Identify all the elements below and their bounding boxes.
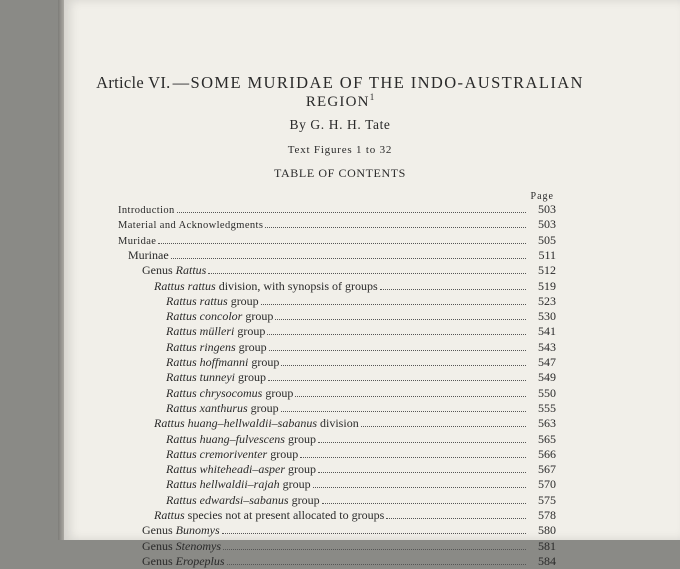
- toc-entry-suffix: group: [235, 339, 267, 354]
- article-title-line1: [0, 73, 680, 93]
- toc-entry-prefix: Genus: [142, 538, 176, 553]
- toc-entry-label: [142, 263, 206, 278]
- toc-entry-label: [166, 462, 316, 477]
- toc-entry: [118, 233, 556, 248]
- toc-leader-dots: [275, 309, 526, 320]
- toc-entry-text: Material and Acknowledgments: [118, 220, 264, 232]
- toc-entry: [118, 217, 556, 232]
- toc-leader-dots: [171, 248, 526, 259]
- toc-entry-taxon: Rattus: [154, 508, 185, 522]
- toc-page-number: 503: [538, 217, 556, 232]
- toc-page-number: 547: [538, 355, 556, 369]
- toc-entry: [166, 340, 556, 355]
- article-title-region: REGION: [305, 94, 370, 110]
- toc-page-number: 550: [538, 385, 556, 400]
- toc-entry-taxon: Bunomys: [175, 523, 220, 538]
- toc-entry: [142, 263, 556, 278]
- toc-leader-dots: [386, 508, 526, 519]
- toc-entry: [166, 309, 556, 324]
- toc-entry: [166, 294, 556, 309]
- toc-entry-label: [118, 234, 156, 249]
- toc-page-number: 578: [538, 508, 556, 522]
- toc-leader-dots: [318, 462, 526, 473]
- toc-leader-dots: [222, 523, 526, 534]
- toc-entry-taxon: Rattus xanthurus: [166, 400, 248, 415]
- toc-leader-dots: [281, 401, 526, 412]
- toc-page-number: 563: [538, 416, 556, 431]
- toc-leader-dots: [295, 386, 526, 397]
- toc-page-number: 505: [538, 232, 556, 247]
- toc-entry-text: Muridae: [118, 235, 157, 247]
- toc-leader-dots: [177, 202, 526, 213]
- toc-entry-taxon: Rattus huang–fulvescens: [166, 431, 285, 446]
- toc-entry-taxon: Rattus: [175, 263, 207, 278]
- toc-entry-suffix: group: [284, 431, 316, 446]
- toc-leader-dots: [380, 279, 526, 290]
- toc-leader-dots: [361, 416, 526, 427]
- author-line: [0, 117, 680, 133]
- toc-entry-suffix: group: [235, 370, 266, 385]
- toc-entry-taxon: Rattus whiteheadi–asper: [166, 462, 285, 477]
- toc-entry: [166, 477, 556, 492]
- toc-page-number: 541: [538, 324, 556, 339]
- toc-entry-label: [166, 370, 266, 385]
- toc-entry-label: [142, 523, 220, 538]
- toc-entry-suffix: group: [248, 355, 280, 369]
- toc-entry: [142, 554, 556, 569]
- toc-entry-prefix: Genus: [142, 523, 176, 538]
- toc-entry: [154, 279, 556, 294]
- toc-entry-label: [154, 416, 359, 431]
- toc-leader-dots: [265, 217, 526, 228]
- toc-entry-suffix: group: [227, 293, 259, 308]
- toc-entry: [142, 539, 556, 554]
- toc-entry: [166, 324, 556, 339]
- toc-page-number: 555: [538, 400, 556, 415]
- toc-entry-text: Murinae: [128, 247, 169, 262]
- article-title-text: —SOME MURIDAE OF THE INDO-AUSTRALIAN: [172, 73, 584, 92]
- toc-page-number: 543: [538, 339, 556, 354]
- toc-entry-label: [154, 279, 378, 294]
- toc-page-number: 549: [538, 370, 556, 385]
- toc-page-number: 530: [538, 309, 556, 324]
- toc-entry-taxon: Rattus edwardsi–sabanus: [166, 492, 289, 507]
- toc-entry-taxon: Rattus rattus: [154, 278, 216, 293]
- toc-entry-suffix: division, with synopsis of groups: [215, 278, 378, 293]
- toc-entry-prefix: Genus: [142, 553, 176, 568]
- toc-entry: [154, 416, 556, 431]
- author-name: G. H. H. Tate: [310, 117, 391, 132]
- toc-entry-label: [166, 386, 293, 401]
- toc-leader-dots: [208, 263, 526, 274]
- toc-entry-suffix: group: [234, 324, 266, 339]
- toc-page-number: 575: [538, 492, 556, 507]
- toc-entry: [128, 248, 556, 263]
- toc-entry-taxon: Rattus chrysocomus: [166, 385, 263, 400]
- toc-page-number: 566: [538, 446, 556, 461]
- toc-entry-label: [166, 340, 267, 355]
- toc-entry-suffix: group: [267, 446, 299, 461]
- toc-entry-suffix: group: [288, 492, 320, 507]
- toc-entry-suffix: division: [317, 416, 359, 431]
- toc-page-number: 570: [538, 477, 556, 492]
- toc-entry: [154, 508, 556, 523]
- toc-page-number: 567: [538, 462, 556, 477]
- toc-entry-label: [166, 447, 298, 462]
- article-number: Article VI.: [96, 73, 171, 92]
- toc-entry-taxon: Rattus huang–hellwaldii–sabanus: [154, 416, 318, 431]
- toc-entry-taxon: Rattus mülleri: [166, 324, 235, 339]
- author-prefix: By: [289, 117, 307, 132]
- toc-entry: [142, 523, 556, 538]
- toc-entry: [166, 370, 556, 385]
- toc-page-number: 523: [538, 293, 556, 308]
- toc-entry-label: [118, 203, 175, 218]
- toc-entry: [166, 493, 556, 508]
- toc-leader-dots: [227, 554, 526, 565]
- toc-entry-label: [142, 539, 221, 554]
- toc-entry-label: [166, 355, 279, 370]
- toc-leader-dots: [281, 355, 526, 366]
- toc-entry-suffix: group: [247, 400, 279, 415]
- toc-leader-dots: [261, 294, 526, 305]
- toc-entry-taxon: Rattus concolor: [166, 309, 243, 324]
- toc-page-number: 565: [538, 431, 556, 446]
- article-title-line2: [0, 92, 680, 111]
- toc-entry-label: [118, 218, 263, 233]
- toc-entry: [166, 355, 556, 370]
- toc-entry-suffix: group: [285, 462, 316, 477]
- toc-leader-dots: [300, 447, 526, 458]
- toc-page-number: 512: [538, 263, 556, 278]
- toc-page-number: 511: [538, 247, 556, 262]
- toc-leader-dots: [158, 233, 526, 244]
- toc-page-number: 503: [538, 202, 556, 216]
- toc-leader-dots: [269, 340, 526, 351]
- footnote-mark: 1: [369, 92, 375, 102]
- toc-entry: [166, 462, 556, 477]
- toc-page-number: 519: [538, 278, 556, 293]
- toc-entry-suffix: group: [279, 477, 311, 492]
- toc-entry: [166, 447, 556, 462]
- toc-entry-label: [128, 248, 169, 263]
- toc-entry-taxon: Rattus rattus: [166, 293, 228, 308]
- toc-leader-dots: [267, 324, 526, 335]
- toc-leader-dots: [322, 493, 526, 504]
- toc-entry: [118, 202, 556, 217]
- toc-entry-suffix: group: [242, 309, 274, 324]
- toc-entry: [166, 386, 556, 401]
- toc-leader-dots: [318, 432, 526, 443]
- toc-entry-label: [166, 294, 259, 309]
- toc-entry-label: [166, 477, 311, 492]
- toc-heading: TABLE OF CONTENTS: [274, 166, 406, 180]
- toc-entry: [166, 432, 556, 447]
- toc-entry-label: [166, 432, 316, 447]
- toc-entry-text: Introduction: [118, 205, 175, 216]
- toc-page-number: 580: [538, 523, 556, 538]
- toc-page-number: 584: [538, 553, 556, 568]
- toc-entry-label: [142, 554, 225, 569]
- toc-entry-taxon: Rattus ringens: [166, 339, 236, 354]
- toc-entry-taxon: Rattus tunneyi: [166, 370, 235, 385]
- toc-page-number: 581: [538, 538, 556, 553]
- toc-leader-dots: [268, 370, 526, 381]
- toc-entry-prefix: Genus: [142, 263, 176, 278]
- toc-entry-taxon: Rattus hoffmanni: [166, 355, 249, 369]
- toc-entry-suffix: group: [262, 385, 294, 400]
- page-column-label: Page: [530, 191, 554, 202]
- toc-entry-label: [166, 401, 279, 416]
- toc-entry-label: [166, 309, 273, 324]
- toc-entry-taxon: Rattus cremoriventer: [166, 446, 268, 461]
- text-figures-line: Text Figures 1 to 32: [287, 144, 393, 156]
- toc-entry-label: [154, 508, 384, 523]
- toc-entry-taxon: Stenomys: [175, 538, 221, 553]
- toc-entry-taxon: Rattus hellwaldii–rajah: [166, 477, 280, 492]
- toc-leader-dots: [313, 477, 526, 488]
- toc-entry-label: [166, 324, 265, 339]
- toc-entry-taxon: Eropeplus: [175, 553, 225, 568]
- toc-entry: [166, 401, 556, 416]
- toc-entry-suffix: species not at present allocated to groups: [184, 508, 385, 522]
- toc-leader-dots: [223, 539, 526, 550]
- toc-entry-label: [166, 493, 320, 508]
